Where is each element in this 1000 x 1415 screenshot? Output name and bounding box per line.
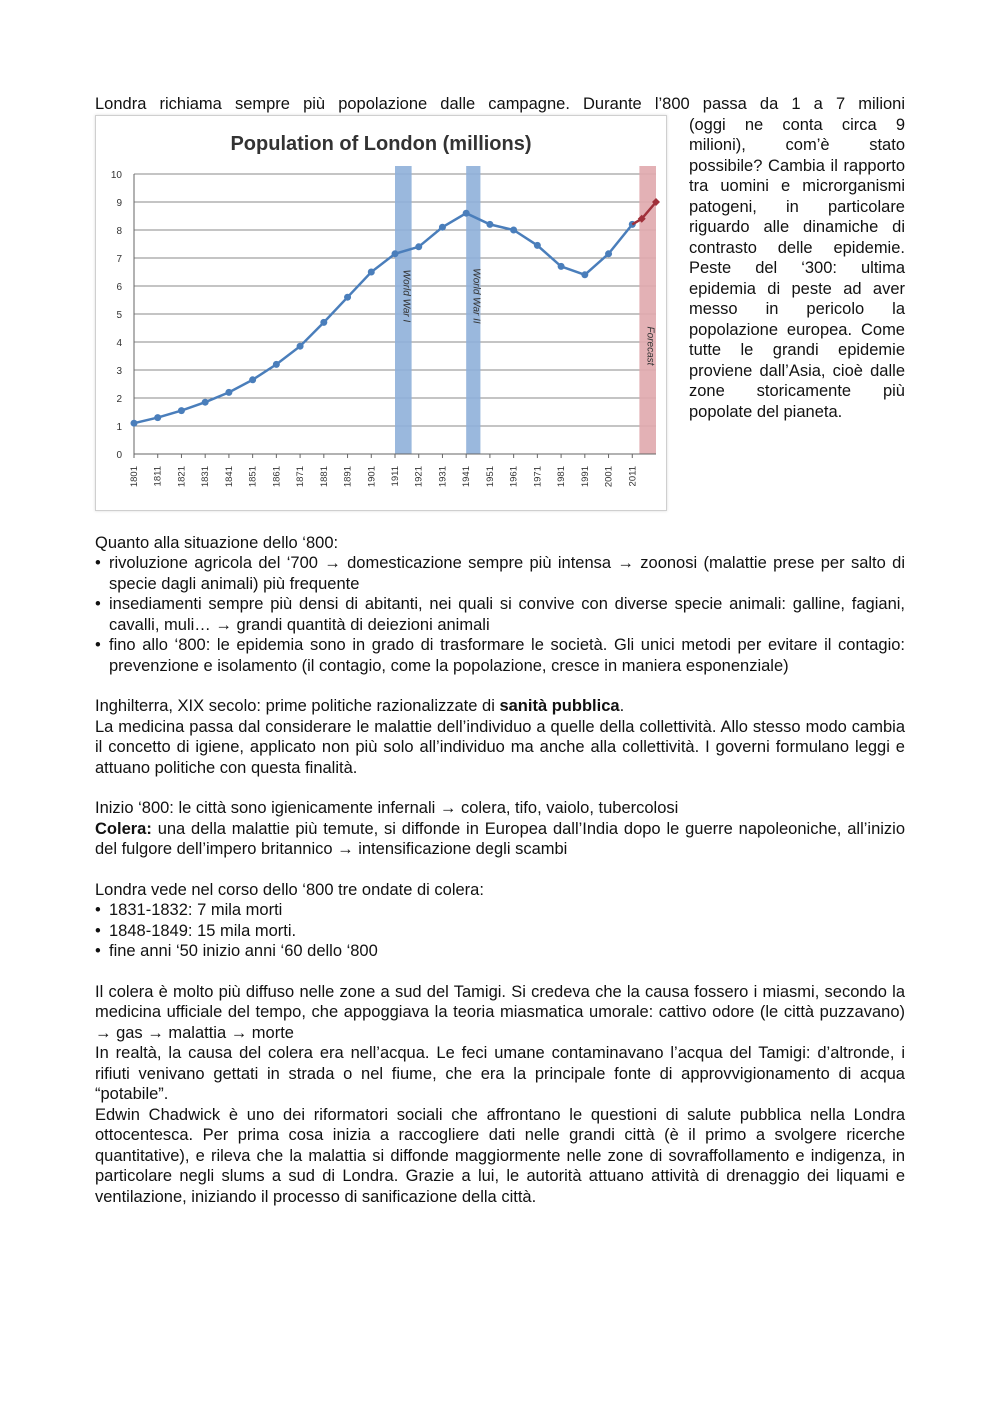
colera-text: una della malattie più temute, si diffonde in Europea dall’India dopo le guerre napoleoniche, all’inizio del fulgore dell’impero britannico → intensificazione degli scambi — [95, 819, 905, 858]
x-tick-label: 1861 — [271, 465, 283, 487]
section2-paragraph: La medicina passa dal considerare le malattie dell’individuo a quelle della collettività. Allo stesso modo cambia il concetto di igiene, applicato non più solo all’individuo ma anche alla collettività. I governi formulano leggi e attuano politiche con questa finalità. — [95, 717, 905, 777]
section5-p1: Il colera è molto più diffuso nelle zone a sud del Tamigi. Si credeva che la causa fossero i miasmi, secondo la medicina ufficiale del tempo, che appoggiava la teoria miasmatica umorale: cattivo odore (le città puzzavano) → gas → malattia → morte — [95, 982, 905, 1042]
x-tick-label: 1811 — [152, 465, 164, 486]
section2-prefix: Inghilterra, XIX secolo: prime politiche razionalizzate di — [95, 697, 500, 715]
list-item: • insediamenti sempre più densi di abitanti, nei quali si convive con diverse specie animali: galline, fagiani, cavalli, muli… → grandi quantità di deiezioni animali — [95, 594, 905, 635]
section5-p3: Edwin Chadwick è uno dei riformatori sociali che affrontano le questioni di salute pubblica nella Londra ottocentesca. Per prima cosa inizia a raccogliere dati nelle grandi città (è il primo a svolgere ricerche quantitative), e rileva che la malattia si diffonde maggiormente nelle zone di sovraffollamento e indigenza, in particolare negli slums a sud di Londra. Grazie a lui, le autorità attuano attività di drenaggio dei liquami e ventilazione, iniziando il processo di sanificazione della città. — [95, 1105, 905, 1206]
y-tick-label: 8 — [116, 225, 122, 237]
x-tick-label: 1911 — [390, 465, 401, 486]
data-point — [463, 209, 470, 216]
data-point — [273, 360, 280, 367]
list-item: • 1848-1849: 15 mila morti. — [95, 921, 905, 942]
series-line-historical — [134, 213, 632, 423]
intro-first-line: Londra richiama sempre più popolazione dalle campagne. Durante l’800 passa da 1 a 7 milioni — [95, 95, 905, 113]
x-tick-label: 1931 — [437, 465, 449, 487]
data-point — [344, 293, 351, 300]
colera-label: Colera: — [95, 819, 152, 838]
band-label: World War II — [470, 267, 482, 324]
chart-title: Population of London (millions) — [230, 132, 532, 155]
section2-line1 — [95, 696, 905, 717]
x-tick-label: 1871 — [295, 465, 307, 487]
data-point — [581, 271, 588, 278]
section1-list — [95, 553, 905, 676]
data-point — [249, 376, 256, 383]
data-point — [439, 223, 446, 230]
x-tick-label: 1981 — [556, 465, 568, 487]
y-tick-label: 5 — [116, 309, 122, 321]
section4-list — [95, 900, 905, 962]
data-point — [225, 388, 232, 395]
data-point — [202, 398, 209, 405]
data-point — [131, 419, 138, 426]
side-paragraph: (oggi ne conta circa 9 milioni), com’è stato possibile? Cambia il rapporto tra uomini e microrganismi patogeni, in particolare riguardo alle dinamiche di contrasto delle epidemie. Peste del ‘300: ultima epidemia di peste ad aver messo in pericolo la popolazione europea. Come tutte le grandi epidemie proviene dall’Asia, cioè dalle zone storicamente più popolate del pianeta. — [689, 115, 905, 421]
data-point — [534, 241, 541, 248]
list-item: • rivoluzione agricola del ‘700 → domesticazione sempre più intensa → zoonosi (malattie prese per salto di specie dagli animali) più frequente — [95, 553, 905, 594]
chart-frame — [95, 115, 667, 511]
population-chart — [96, 116, 666, 510]
data-point — [415, 243, 422, 250]
data-point — [558, 262, 565, 269]
section5-p2: In realtà, la causa del colera era nell’acqua. Le feci umane contaminavano l’acqua del Tamigi: d’altronde, i rifiuti venivano gettati in strada o nel fiume, che era la principale fonte di approvvigionamento di acqua “potabile”. — [95, 1044, 905, 1103]
data-point — [368, 268, 375, 275]
section4-heading: Londra vede nel corso dello ‘800 tre ondate di colera: — [95, 880, 484, 899]
y-tick-label: 0 — [116, 449, 122, 461]
section3-line1: Inizio ‘800: le città sono igienicamente infernali → colera, tifo, vaiolo, tubercolosi — [95, 799, 679, 817]
y-tick-label: 9 — [116, 197, 122, 209]
x-tick-label: 1851 — [247, 465, 259, 487]
x-tick-label: 1891 — [342, 465, 354, 487]
x-tick-label: 1881 — [318, 465, 330, 487]
x-tick-label: 1841 — [223, 465, 235, 487]
x-tick-label: 1951 — [484, 465, 496, 487]
y-tick-label: 2 — [116, 393, 122, 405]
document-page — [95, 94, 905, 1207]
y-tick-label: 3 — [116, 365, 122, 377]
data-point — [154, 414, 161, 421]
y-tick-label: 1 — [116, 421, 122, 433]
section1-heading: Quanto alla situazione dello ‘800: — [95, 533, 339, 552]
list-item: • 1831-1832: 7 mila morti — [95, 900, 905, 921]
data-point — [510, 226, 517, 233]
x-tick-label: 1971 — [532, 465, 544, 487]
band-forecast — [639, 166, 656, 454]
section3-colera — [95, 819, 905, 860]
band-label: Forecast — [644, 326, 656, 365]
data-point — [320, 318, 327, 325]
x-tick-label: 1901 — [366, 465, 378, 487]
section2-suffix: . — [619, 697, 625, 715]
data-point — [392, 250, 399, 257]
list-item: • fine anni ‘50 inizio anni ‘60 dello ‘800 — [95, 941, 905, 962]
data-point — [178, 407, 185, 414]
x-tick-label: 1941 — [461, 465, 473, 487]
x-tick-label: 1921 — [413, 465, 425, 487]
x-tick-label: 1961 — [508, 465, 520, 487]
x-tick-label: 2001 — [603, 465, 615, 487]
chart-container — [95, 115, 667, 511]
list-item: • fino allo ‘800: le epidemia sono in grado di trasformare le società. Gli unici metodi per evitare il contagio: prevenzione e isolamento (il contagio, come la popolazione, cresce in maniera esponenziale) — [95, 635, 905, 676]
data-point — [297, 342, 304, 349]
y-tick-label: 4 — [116, 337, 122, 349]
data-point — [486, 220, 493, 227]
y-tick-label: 7 — [116, 253, 122, 265]
x-tick-label: 2011 — [627, 465, 639, 486]
x-tick-label: 1991 — [579, 465, 591, 487]
band-label: World War I — [400, 269, 412, 322]
x-tick-label: 1821 — [176, 465, 188, 487]
x-tick-label: 1831 — [200, 465, 212, 487]
y-tick-label: 6 — [116, 281, 122, 293]
y-tick-label: 10 — [110, 169, 122, 181]
section2-bold: sanità pubblica — [499, 697, 620, 715]
data-point — [605, 250, 612, 257]
x-tick-label: 1801 — [129, 465, 140, 487]
